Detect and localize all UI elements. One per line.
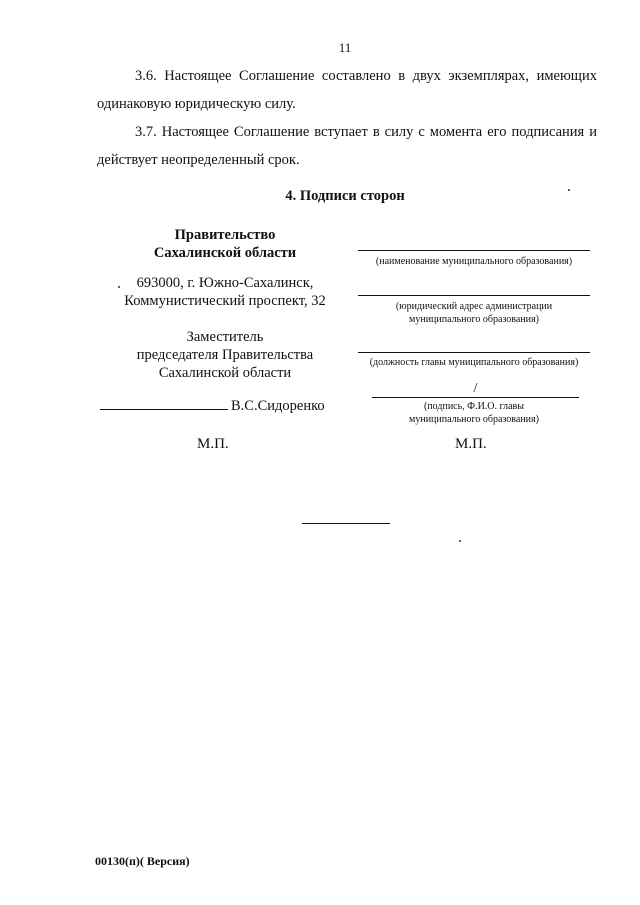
government-signatory-position (80, 328, 370, 382)
paragraph-3-6: 3.6. Настоящее Соглашение составлено в двух экземплярах, имеющих одинаковую юридическую силу. (97, 68, 597, 112)
section-title: 4. Подписи сторон (285, 188, 405, 204)
address-caption-line1: (юридический адрес администрации (395, 301, 553, 312)
government-name (80, 226, 370, 262)
paragraph-3-7: 3.7. Настоящее Соглашение вступает в силу с момента его подписания и действует неопределенный срок. (97, 124, 597, 168)
municipality-signature-line: / (372, 381, 579, 398)
scan-speck (568, 189, 570, 191)
municipality-name-caption: (наименование муниципального образования) (375, 256, 573, 267)
municipality-name-line (358, 250, 590, 251)
signature-line (100, 398, 228, 410)
signature-caption-line1: (подпись, Ф.И.О. главы (424, 401, 524, 412)
position-line2: председателя Правительства (136, 347, 314, 363)
page-number: 11 (338, 40, 352, 55)
government-address-line2: Коммунистический проспект, 32 (124, 293, 326, 309)
stamp-place-right: М.П. (455, 436, 487, 452)
signature-caption-line2: муниципального образования) (409, 414, 539, 425)
document-end-line (302, 523, 390, 524)
scan-speck (118, 286, 120, 288)
government-signature-block (100, 398, 325, 415)
municipality-position-line (358, 352, 590, 353)
government-name-line2: Сахалинской области (153, 245, 297, 261)
municipality-address-line (358, 295, 590, 296)
position-line3: Сахалинской области (158, 365, 292, 381)
stamp-place-left: М.П. (197, 436, 229, 452)
position-line1: Заместитель (186, 329, 264, 345)
footer-document-code: 00130(п)( Версия) (95, 854, 190, 868)
government-address-line1: 693000, г. Южно-Сахалинск, (136, 275, 314, 291)
scan-speck (459, 540, 461, 542)
municipality-position-caption: (должность главы муниципального образования) (369, 357, 579, 368)
municipality-address-caption (358, 300, 590, 326)
municipality-signature-caption (358, 400, 590, 426)
government-name-line1: Правительство (174, 227, 276, 243)
address-caption-line2: муниципального образования) (409, 314, 539, 325)
signatory-name: В.С.Сидоренко (231, 398, 325, 414)
government-address (80, 274, 370, 310)
